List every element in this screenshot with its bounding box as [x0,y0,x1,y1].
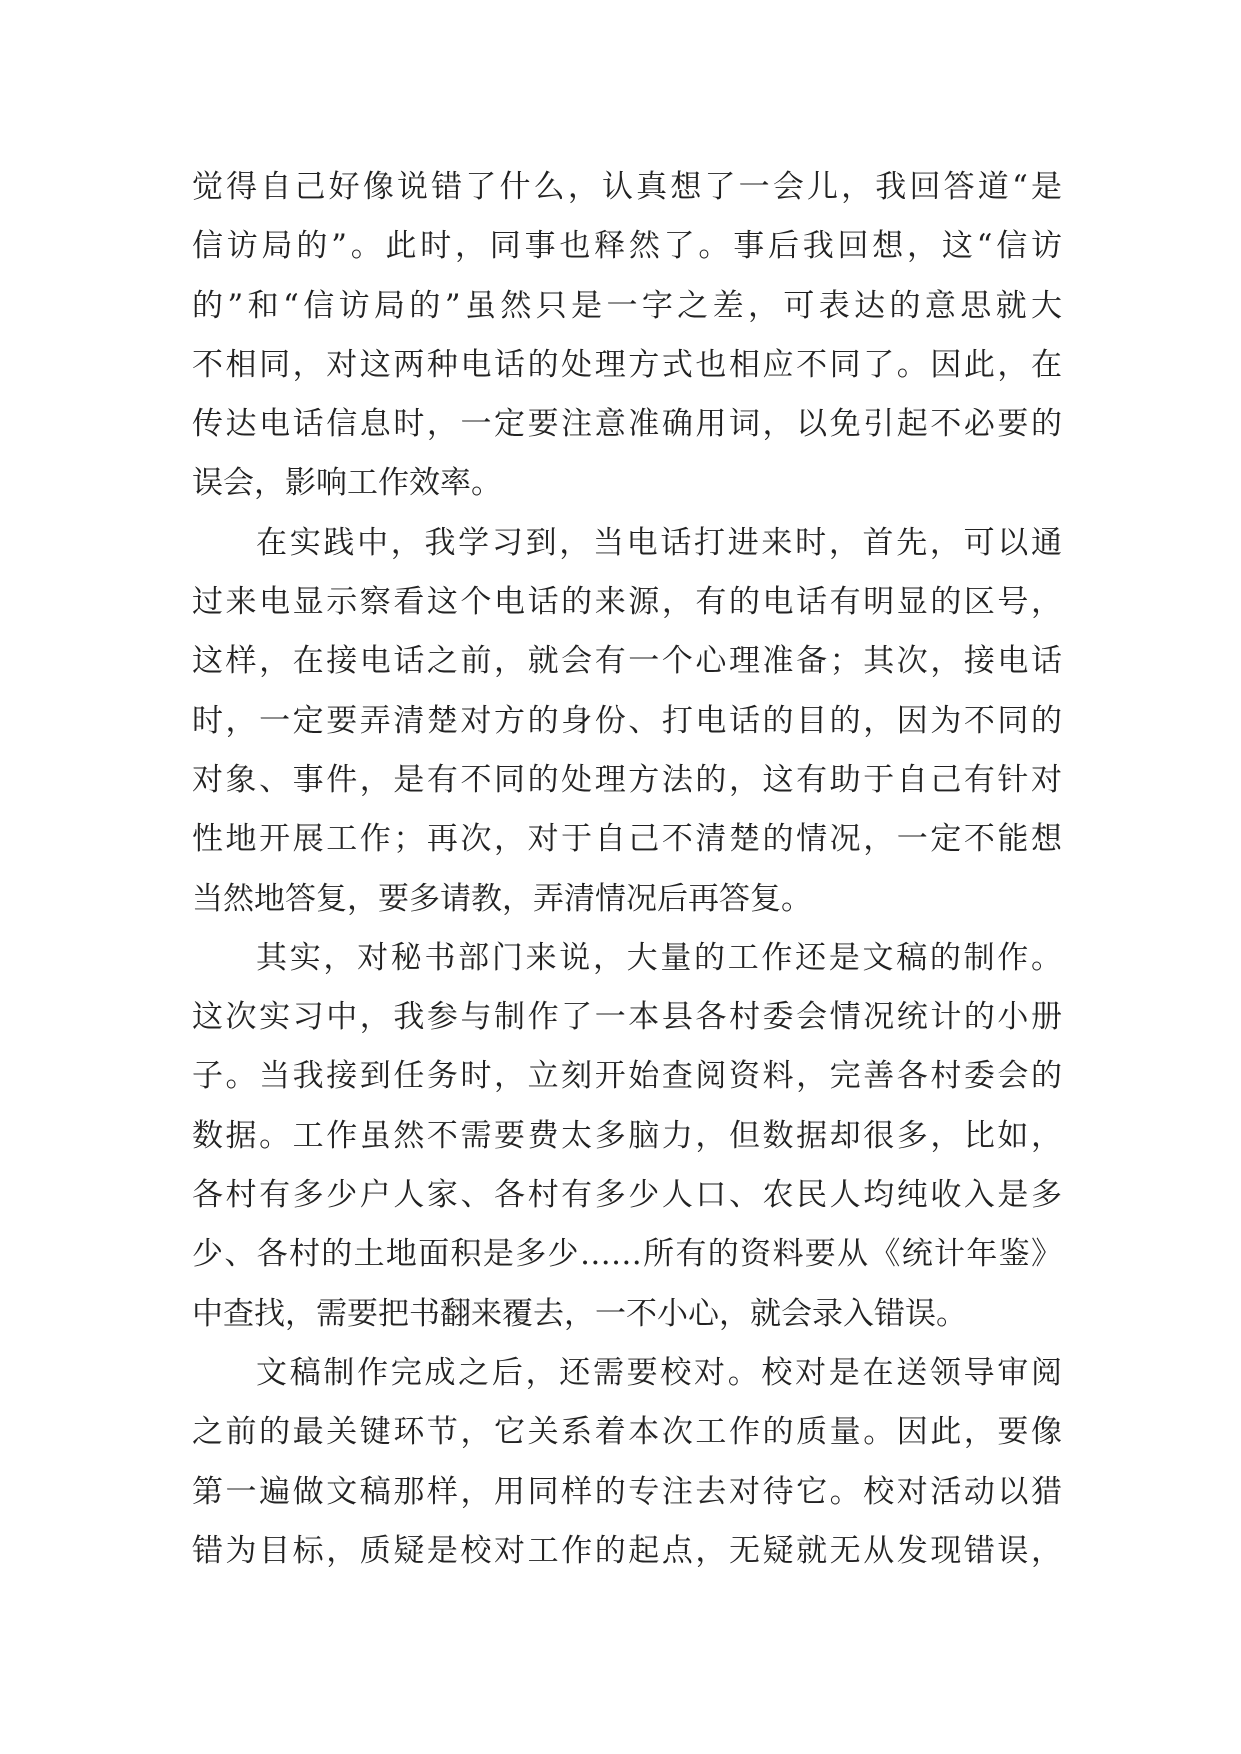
text-line: 对象、事件，是有不同的处理方法的，这有助于自己有针对 [192,761,1062,798]
text-line: 错为目标，质疑是校对工作的起点，无疑就无从发现错误， [192,1532,1062,1569]
text-line: 性地开展工作；再次，对于自己不清楚的情况，一定不能想 [192,821,1062,858]
text-line: 信访局的”。此时，同事也释然了。事后我回想，这“信访 [192,228,1062,265]
text-line: 其实，对秘书部门来说，大量的工作还是文稿的制作。 [256,939,1062,976]
text-line: 文稿制作完成之后，还需要校对。校对是在送领导审阅 [256,1354,1062,1391]
text-line: 觉得自己好像说错了什么，认真想了一会儿，我回答道“是 [192,169,1062,205]
text-line: 传达电话信息时，一定要注意准确用词，以免引起不必要的 [192,406,1062,443]
text-line: 过来电显示察看这个电话的来源，有的电话有明显的区号， [192,584,1062,621]
text-line: 第一遍做文稿那样，用同样的专注去对待它。校对活动以猎 [192,1473,1062,1510]
text-line: 当然地答复，要多请教，弄清情况后再答复。 [192,880,812,917]
text-line: 子。当我接到任务时，立刻开始查阅资料，完善各村委会的 [192,1058,1062,1095]
text-line: 这样，在接电话之前，就会有一个心理准备；其次，接电话 [192,643,1062,680]
text-line: 数据。工作虽然不需要费太多脑力，但数据却很多，比如， [192,1117,1062,1154]
text-line: 少、各村的土地面积是多少……所有的资料要从《统计年鉴》 [192,1236,1062,1273]
text-line: 的”和“信访局的”虽然只是一字之差，可表达的意思就大 [192,287,1062,324]
text-line: 时，一定要弄清楚对方的身份、打电话的目的，因为不同的 [192,702,1062,739]
text-line: 不相同，对这两种电话的处理方式也相应不同了。因此，在 [192,346,1062,383]
text-line: 误会，影响工作效率。 [192,465,502,502]
text-line: 中查找，需要把书翻来覆去，一不小心，就会录入错误。 [192,1295,967,1332]
text-line: 各村有多少户人家、各村有多少人口、农民人均纯收入是多 [192,1177,1062,1214]
body-text [192,158,1062,1581]
text-line: 之前的最关键环节，它关系着本次工作的质量。因此，要像 [192,1414,1062,1451]
text-line: 在实践中，我学习到，当电话打进来时，首先，可以通 [256,524,1062,561]
text-line: 这次实习中，我参与制作了一本县各村委会情况统计的小册 [192,999,1062,1036]
